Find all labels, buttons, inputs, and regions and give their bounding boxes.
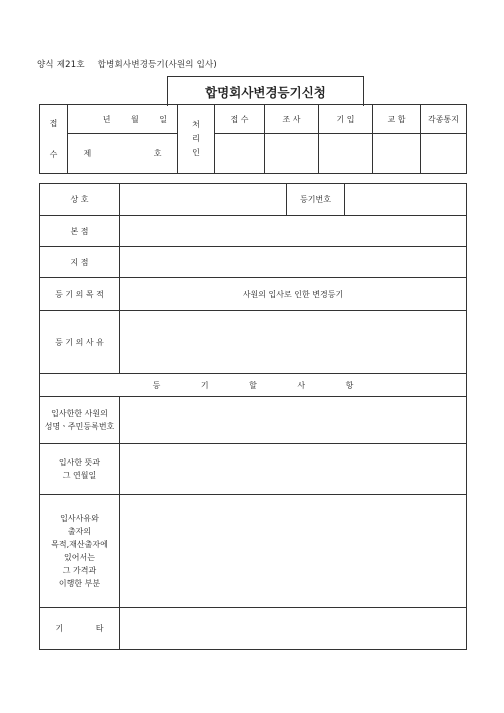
investment-input[interactable]: [120, 495, 467, 608]
member-input[interactable]: [120, 397, 467, 444]
stage-receipt-stamp[interactable]: [215, 134, 265, 174]
other-label: 기 타: [40, 608, 120, 650]
company-name-label: 상 호: [40, 184, 120, 216]
form-title: 합명회사변경등기신청: [167, 76, 364, 106]
registration-number-label: 등기번호: [287, 184, 345, 216]
head-office-input[interactable]: [120, 216, 467, 247]
branch-label: 지 점: [40, 247, 120, 278]
stage-verification-stamp[interactable]: [373, 134, 421, 174]
receipt-table: [39, 104, 467, 174]
receipt-number[interactable]: 제 호: [68, 134, 178, 174]
join-date-input[interactable]: [120, 444, 467, 495]
form-name: 합병회사변경등기(사원의 입사): [97, 60, 217, 70]
section-header: 등 기 할 사 항: [40, 374, 467, 397]
purpose-label: 등 기 의 목 적: [40, 278, 120, 311]
registration-number-input[interactable]: [345, 184, 467, 216]
stage-notification-stamp[interactable]: [421, 134, 467, 174]
receipt-date[interactable]: 년 월 일: [68, 105, 178, 134]
processing-label: 처 리 인: [178, 105, 215, 174]
stage-receipt: 접 수: [215, 105, 265, 134]
stage-entry-stamp[interactable]: [319, 134, 373, 174]
member-label: 입사한한 사원의 성명ㆍ주민등록번호: [40, 397, 120, 444]
purpose-value[interactable]: 사원의 입사로 인한 변경등기: [120, 278, 467, 311]
stage-investigation: 조 사: [265, 105, 319, 134]
receipt-label: 접 수: [40, 105, 68, 174]
branch-input[interactable]: [120, 247, 467, 278]
head-office-label: 본 점: [40, 216, 120, 247]
form-identifier: [37, 58, 217, 70]
investment-label: 입사사유와 출자의 목적,재산출자에 있어서는 그 가격과 이행한 부분: [40, 495, 120, 608]
stage-entry: 기 입: [319, 105, 373, 134]
stage-investigation-stamp[interactable]: [265, 134, 319, 174]
other-input[interactable]: [120, 608, 467, 650]
reason-label: 등 기 의 사 유: [40, 311, 120, 374]
form-number: 양식 제21호: [37, 60, 85, 70]
company-name-input[interactable]: [120, 184, 287, 216]
stage-notification: 각종통지: [421, 105, 467, 134]
reason-input[interactable]: [120, 311, 467, 374]
registration-table: [39, 183, 467, 650]
stage-verification: 교 합: [373, 105, 421, 134]
join-date-label: 입사한 뜻과 그 연월일: [40, 444, 120, 495]
